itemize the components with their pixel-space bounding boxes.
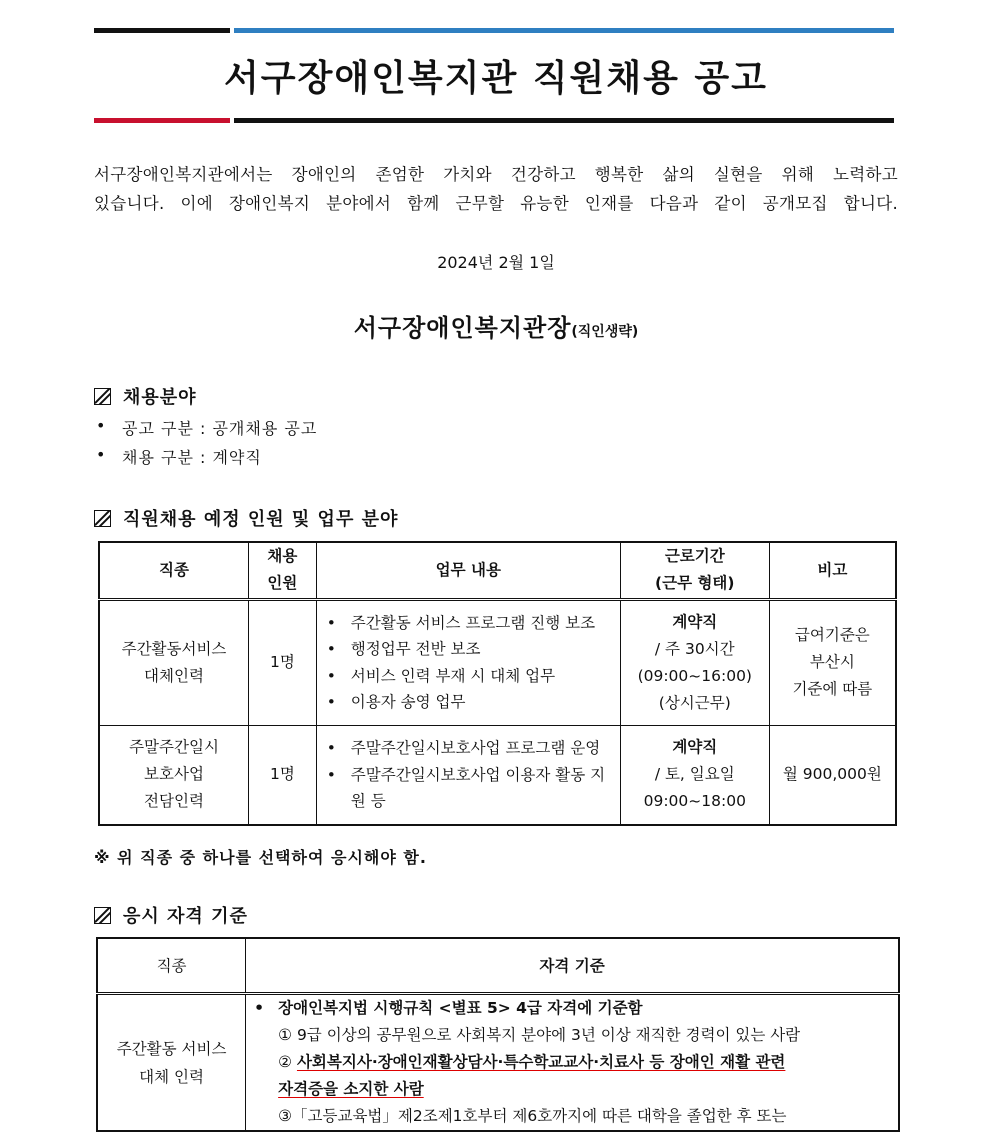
header-job: 직종 [97,938,246,994]
positions-table [98,541,897,826]
section-title: 응시 자격 기준 [123,906,248,927]
section-positions [94,505,398,531]
task-item: • 주말주간일시보호사업 이용자 활동 지원 등 [327,762,620,815]
table-row [99,725,896,825]
section-recruit-field [94,383,197,409]
list-item: • 채용 구분 : 계약직 [96,445,262,467]
period-cell: 계약직 / 주 30시간 (09:00~16:00) (상시근무) [620,599,769,725]
task-item: • 이용자 송영 업무 [327,689,620,716]
count-cell: 1명 [249,725,317,825]
page-title: 서구장애인복지관 직원채용 공고 [224,58,768,99]
intro-text [94,160,898,218]
header-criteria: 자격 기준 [246,938,899,994]
header-note: 비고 [769,542,896,599]
criteria-item-2-cont: 자격증을 소지한 사람 [278,1080,424,1098]
footnote: ※ 위 직종 중 하나를 선택하여 응시해야 함. [94,848,427,867]
section-title: 채용분야 [123,387,197,408]
header-period: 근로기간 (근무 형태) [620,542,769,599]
criteria-item-3: ③「고등교육법」제2조제1호부터 제6호까지에 따른 대학을 졸업한 후 또는 [278,1107,787,1125]
job-cell: 주간활동서비스 대체인력 [99,599,249,725]
tasks-cell [316,725,620,825]
task-item: • 주간활동 서비스 프로그램 진행 보조 [327,610,620,637]
tasks-cell [316,599,620,725]
header-job: 직종 [99,542,249,599]
section-qualifications [94,902,248,928]
qualifications-table [96,937,900,1132]
task-item: • 행정업무 전반 보조 [327,636,620,663]
section-title: 직원채용 예정 인원 및 업무 분야 [123,509,399,530]
criteria-heading: • 장애인복지법 시행규칙 <별표 5> 4급 자격에 기준함 [254,995,888,1022]
announcement-date: 2024년 2월 1일 [437,253,555,272]
count-cell: 1명 [249,599,317,725]
header-tasks: 업무 내용 [316,542,620,599]
list-item: • 공고 구분 : 공개채용 공고 [96,416,318,438]
bottom-bar-red [94,118,230,123]
table-row [97,994,899,1132]
signer-name: 서구장애인복지관장 [353,314,572,342]
note-cell: 급여기준은 부산시 기준에 따름 [769,599,896,725]
task-item: • 주말주간일시보호사업 프로그램 운영 [327,735,620,762]
table-row [99,599,896,725]
seal-note: (직인생략) [571,324,639,340]
criteria-item-1: ① 9급 이상의 공무원으로 사회복지 분야에 3년 이상 재직한 경력이 있는 사람 [278,1026,801,1044]
hatched-box-icon [94,510,111,527]
hatched-box-icon [94,388,111,405]
period-cell: 계약직 / 토, 일요일 09:00~18:00 [620,725,769,825]
hatched-box-icon [94,907,111,924]
top-bar-dark [94,28,230,33]
intro-line-2: 있습니다. 이에 장애인복지 분야에서 함께 근무할 유능한 인재를 다음과 같이 공개모집 합니다. [94,194,898,213]
bottom-bar-dark [234,118,894,123]
header-count: 채용 인원 [249,542,317,599]
job-cell: 주말주간일시 보호사업 전담인력 [99,725,249,825]
criteria-cell [246,994,899,1132]
signer [0,308,992,343]
top-bar-blue [234,28,894,33]
task-item: • 서비스 인력 부재 시 대체 업무 [327,663,620,690]
note-cell: 월 900,000원 [769,725,896,825]
job-cell: 주간활동 서비스 대체 인력 [97,994,246,1132]
intro-line-1: 서구장애인복지관에서는 장애인의 존엄한 가치와 건강하고 행복한 삶의 실현을 위해 노력하고 [94,165,898,184]
criteria-item-2: ② 사회복지사·장애인재활상담사·특수학교교사·치료사 등 장애인 재활 관련 [278,1053,786,1071]
